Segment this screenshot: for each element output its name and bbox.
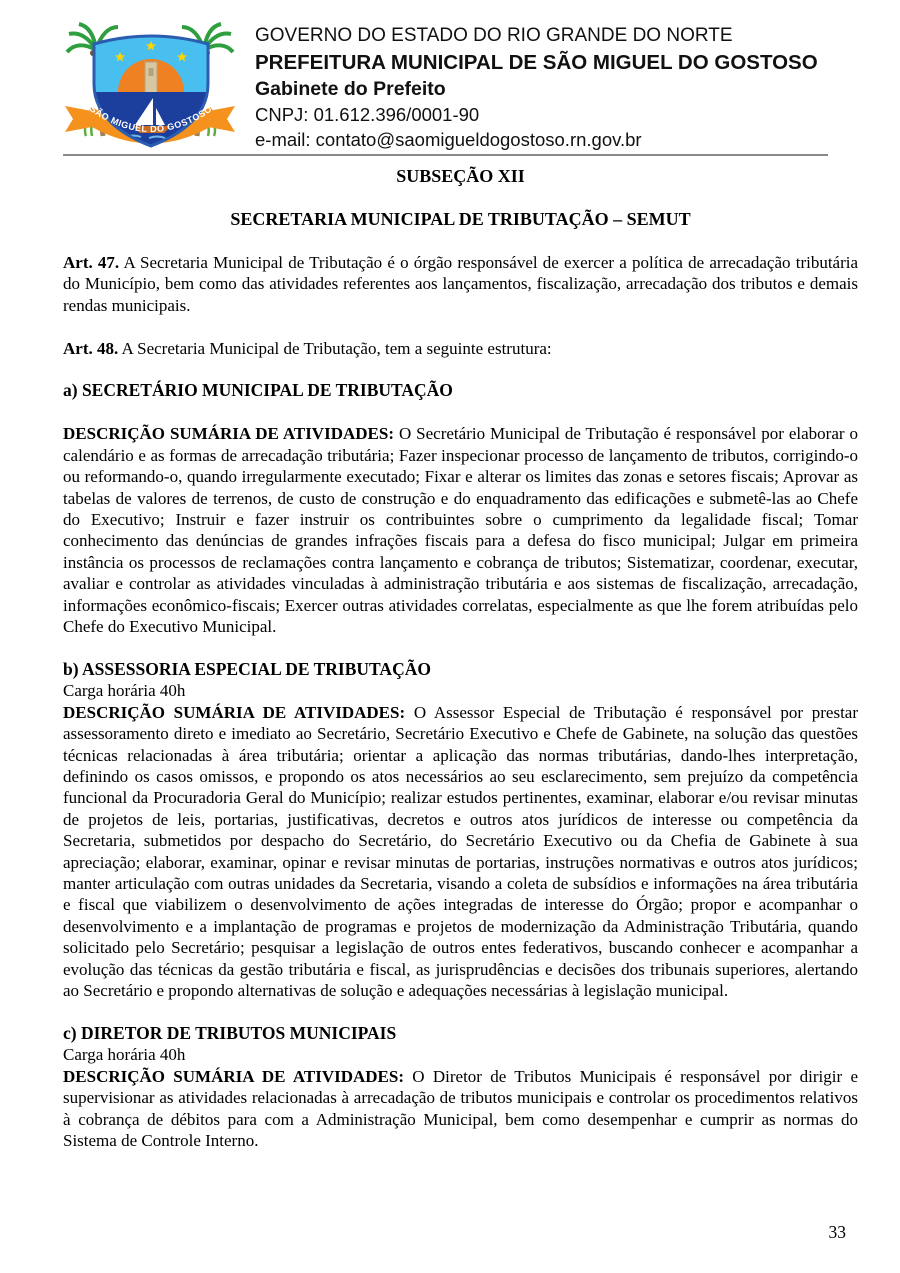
government-line: GOVERNO DO ESTADO DO RIO GRANDE DO NORTE [255, 25, 733, 46]
article-47-text: A Secretaria Municipal de Tributação é o órgão responsável de exercer a política de arrecadação tributária do Município, bem como das atividades referentes aos lançamentos, fiscalização, arrecadação dos tributos e demais rendas municipais. [63, 252, 859, 315]
section-title: SECRETARIA MUNICIPAL DE TRIBUTAÇÃO – SEMUT [230, 208, 691, 229]
position-c-description-text: O Diretor de Tributos Municipais é responsável por dirigir e supervisionar as atividades relacionadas à arrecadação de tributos municipais e controlar os procedimentos relativos à cobrança de débitos para com a Administração Municipal, bem como desempenhar e cumprir as normas do Sistema de Controle Interno. [63, 1066, 858, 1150]
subsection-title: SUBSEÇÃO XII [396, 166, 525, 186]
municipal-crest [63, 22, 237, 154]
letterhead [63, 22, 818, 154]
prefeitura-line: PREFEITURA MUNICIPAL DE SÃO MIGUEL DO GOSTOSO [255, 51, 818, 74]
position-a-description [63, 423, 858, 637]
page-number: 33 [828, 1222, 846, 1242]
position-b-description-text: O Assessor Especial de Tributação é responsável por prestar assessoramento direto e imediato ao Secretário, Secretário Executivo e Chefe de Gabinete, na solução das questões técnicas relacionadas à área tributária; orientar a aplicação das normas tributárias, dando-lhes interpretação, definindo os casos omissos, e propondo os atos necessários ao seu esclarecimento, sem prejuízo da competência funcional da Procuradoria Geral do Município; realizar estudos pertinentes, examinar, elaborar e/ou revisar minutas de projetos de leis, portarias, justificativas, decretos e outros atos jurídicos de interesse ou competência da Secretaria, submetidos por despacho do Secretário, do Secretário Executivo ou da Chefia de Gabinete à sua apreciação; elaborar, examinar, opinar e revisar minutas de portarias, instruções normativas e outros atos jurídicos; manter articulação com outras unidades da Secretaria, visando a coleta de subsídios e informações na área tributária e fiscal que viabilizem o desenvolvimento de ações integradas de interesse do Órgão; propor e acompanhar o desenvolvimento e a implantação de programas e projetos de modernização da Administração Tributária, quando solicitado pelo Secretário; pesquisar a legislação de outros entes federativos, buscando conhecer e acompanhar a evolução das técnicas da gestão tributária e fiscal, as jurisprudências e decisões dos tribunais superiores, alertando ao Secretário e propondo alternativas de solução e adequações necessárias à legislação municipal. [63, 702, 858, 1000]
office-line: Gabinete do Prefeito [255, 78, 446, 100]
article-47 [63, 252, 858, 316]
crest-banner-text: SÃO MIGUEL DO GOSTOSO [88, 103, 214, 135]
lighthouse-icon [145, 62, 157, 94]
letterhead-text [255, 22, 818, 152]
position-b-workload: Carga horária 40h [63, 681, 186, 701]
position-c-description [63, 1066, 858, 1152]
article-47-label: Art. 47. [63, 252, 120, 272]
position-a-description-text: O Secretário Municipal de Tributação é responsável por elaborar o calendário e as formas de arrecadação tributária; Fazer inspecionar processo de lançamento de tributos, corrigindo-o ou reformando-o, quando irregularmente executado; Fixar e alterar os limites das zonas e setores fiscais; Aprovar as tabelas de valores de terrenos, de custo de construção e do enquadramento das edificações e submetê-las ao Chefe do Executivo; Instruir e fazer instruir os contribuintes sobre o cumprimento da legalidade fiscal; Tomar conhecimento das denúncias de grandes infrações fiscais para a defesa do fisco municipal; Julgar em primeira instância os processos de reclamações contra lançamento e cobrança de tributos; Sistematizar, coordenar, executar, avaliar e controlar as atividades vinculadas à administração tributária e aos sistemas de fiscalização, arrecadação, informações econômico-fiscais; Exercer outras atividades correlatas, especialmente as que lhe forem atribuídas pelo Chefe do Executivo Municipal. [63, 424, 858, 636]
position-c-heading: c) DIRETOR DE TRIBUTOS MUNICIPAIS [63, 1022, 397, 1043]
cnpj-line: CNPJ: 01.612.396/0001-90 [255, 104, 480, 125]
position-a-heading: a) SECRETÁRIO MUNICIPAL DE TRIBUTAÇÃO [63, 380, 453, 401]
article-48-label: Art. 48. [63, 338, 119, 358]
article-48 [63, 338, 858, 359]
document-body [63, 166, 858, 1151]
crest-icon [63, 22, 237, 154]
article-48-text: A Secretaria Municipal de Tributação, tem a seguinte estrutura: [121, 338, 552, 358]
position-b-description-label: DESCRIÇÃO SUMÁRIA DE ATIVIDADES: [63, 702, 406, 722]
position-b-description [63, 702, 858, 1002]
position-c-description-label: DESCRIÇÃO SUMÁRIA DE ATIVIDADES: [63, 1066, 404, 1086]
header-divider [63, 154, 828, 156]
email-line: e-mail: contato@saomigueldogostoso.rn.gov.br [255, 129, 642, 150]
position-b-heading: b) ASSESSORIA ESPECIAL DE TRIBUTAÇÃO [63, 658, 431, 679]
position-c-workload: Carga horária 40h [63, 1045, 186, 1065]
position-a-description-label: DESCRIÇÃO SUMÁRIA DE ATIVIDADES: [63, 424, 394, 444]
